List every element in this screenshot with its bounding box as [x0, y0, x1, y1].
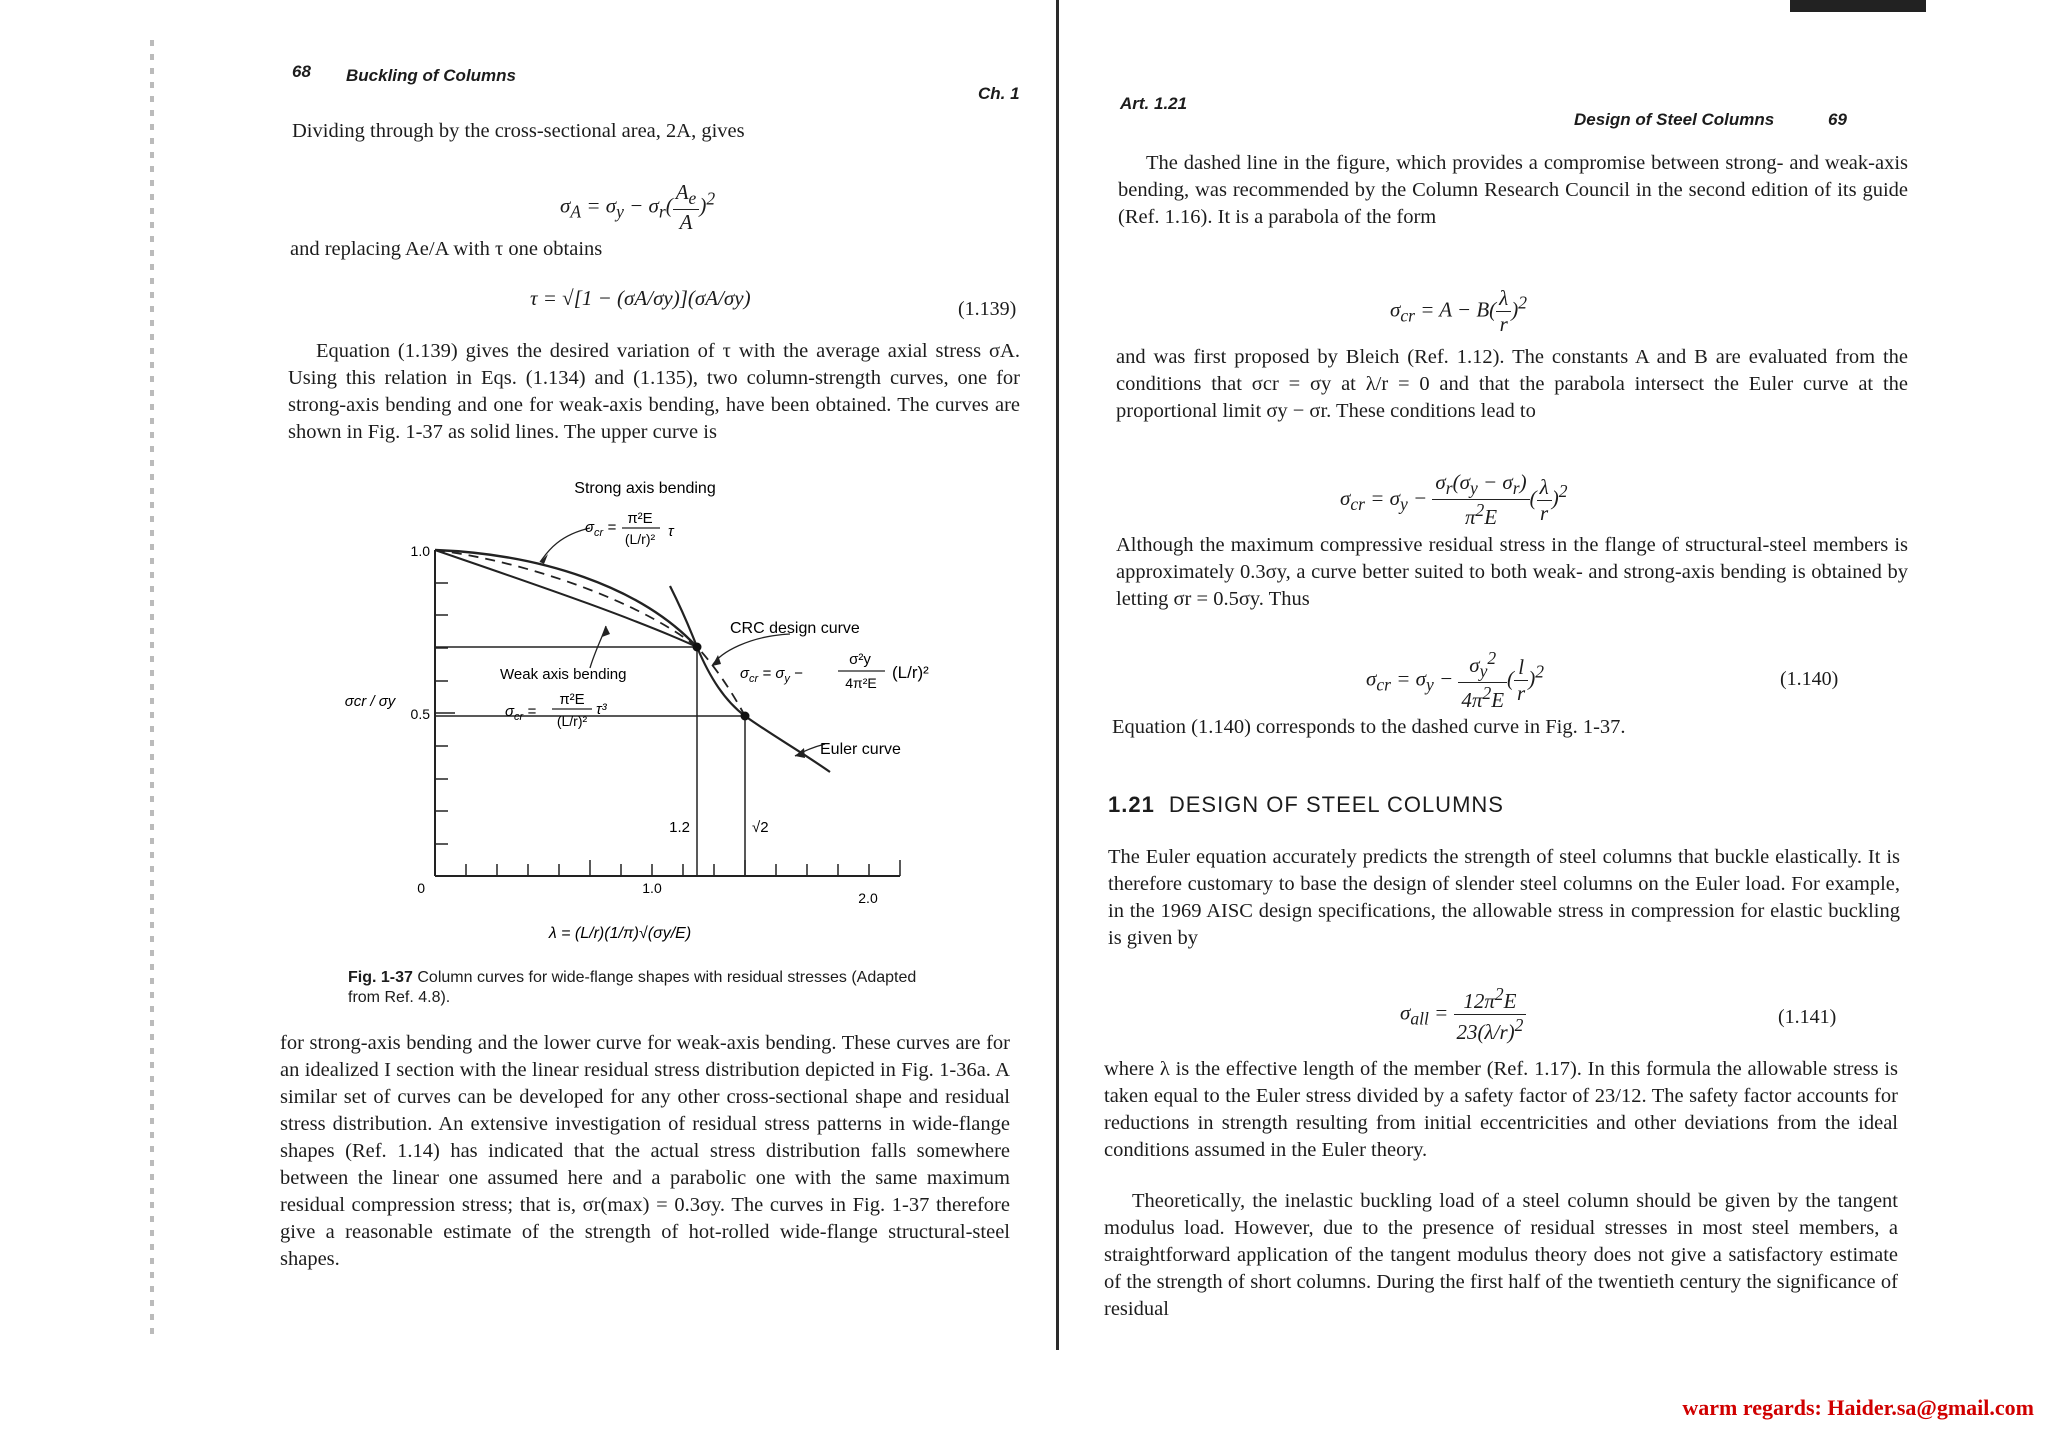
tick-x-1: 1.0 [642, 880, 662, 896]
figure-caption [348, 968, 948, 1008]
svg-text:σcr =: $\sigma_{cr}$ = [505, 703, 537, 723]
svg-text:σcr =: $\sigma_{cr}$ = [585, 519, 617, 539]
tangent-point-sqrt2 [741, 712, 750, 721]
leader-strong [540, 528, 590, 562]
tangent-point-12 [693, 643, 702, 652]
leader-crc [712, 634, 790, 666]
section-title: DESIGN OF STEEL COLUMNS [1168, 792, 1504, 817]
figure-1-37-chart [340, 466, 980, 946]
right-paragraph-1: The dashed line in the figure, which provides a compromise between strong- and weak-axis bending, was recommended by the Column Research Council in the second edition of its guide (Ref. 1.16). It is a parabola of the form [1118, 152, 1908, 228]
svg-text:4π²E: 4π²E [845, 675, 877, 691]
label-crc-design-curve: CRC design curve [730, 620, 860, 637]
tick-x-2: 2.0 [858, 890, 878, 906]
svg-text:(L/r)²: (L/r)² [892, 663, 929, 682]
svg-text:(L/r)²: (L/r)² [624, 531, 656, 547]
tick-y-1: 1.0 [410, 543, 430, 559]
equation-1140: $\sigma_{cr} = \sigma_y$ − $\frac{\sigma_y^2}{4\pi^2E}$ ( $\frac{l}{r}$ )$^2$ [1366, 648, 1544, 713]
caption-label: Fig. 1-37 [348, 969, 413, 986]
equation-crc-general: $\sigma_{cr} = \sigma_y$ − $\frac{\sigma_r(\sigma_y - \sigma_r)}{\pi^2E}$ ( $\frac{\lambda}{r}$ )$^2$ [1340, 470, 1568, 530]
left-page-number: 68 [292, 62, 311, 81]
svg-text:π²E: π²E [559, 691, 585, 708]
x-axis-label: λ = (L/r)(1/π)√(σy/E) [548, 925, 692, 942]
left-paragraph-1: Equation (1.139) gives the desired variation of τ with the average axial stress σA. Using this relation in Eqs. (1.134) and (1.135), two column-strength curves, one for strong-axis bending and one for weak-axis bending, have been obtained. The curves are shown in Fig. 1-37 as solid lines. The upper curve is [288, 340, 1020, 443]
section-heading [1108, 792, 1504, 818]
y-ticks [435, 583, 455, 844]
right-running-title: Design of Steel Columns [1574, 110, 1775, 129]
right-page [1060, 0, 2048, 1447]
equation-parabola: $\sigma_{cr} = A - B$( $\frac{\lambda}{r}$ )$^2$ [1390, 286, 1528, 336]
equation-number-1141: (1.141) [1778, 1006, 1837, 1028]
svg-text:σ²y: σ²y [849, 651, 871, 668]
svg-text:τ³: τ³ [596, 701, 607, 718]
equation-number-1140: (1.140) [1780, 668, 1839, 690]
equation-number-1139: (1.139) [958, 298, 1017, 320]
label-strong-axis: Strong axis bending [574, 480, 716, 497]
mark-sqrt2: √2 [752, 819, 769, 836]
equation-sigma-a: $\sigma_A = \sigma_y - \sigma_r$( $\frac{A_e}{A}$ )$^2$ [560, 180, 716, 235]
left-running-title: Buckling of Columns [346, 66, 516, 85]
right-paragraph-3: Although the maximum compressive residual stress in the flange of structural-steel members is approximately 0.3σy, a curve better suited to both weak- and strong-axis bending is obtained by letting σr = 0.5σy. Thus [1116, 534, 1908, 610]
eq-a-lhs: σ [560, 193, 571, 218]
caption-text: Column curves for wide-flange shapes with residual stresses (Adapted from Ref. 4.8). [348, 969, 917, 1006]
right-paragraph-6: where λ is the effective length of the member (Ref. 1.17). In this formula the allowable stress is taken equal to the Euler stress divided by a safety factor of 23/12. The safety factor accounts for reductions in strength resulting from initial eccentricities and other deviations from the ideal conditions assumed in the Euler theory. [1104, 1058, 1898, 1161]
right-page-number: 69 [1828, 110, 1847, 129]
watermark-text: warm regards: Haider.sa@gmail.com [1682, 1395, 2034, 1420]
label-euler-curve: Euler curve [820, 741, 901, 758]
left-paragraph-2: for strong-axis bending and the lower curve for weak-axis bending. These curves are for an idealized I section with the linear residual stress distribution depicted in Fig. 1-36a. A similar set of curves can be developed for any other cross-sectional shape and residual stress distribution. An extensive investigation of residual stress patterns in wide-flange shapes (Ref. 1.14) has indicated that the actual stress distribution falls somewhere between the linear one assumed here and a parabolic one with the same maximum residual compression stress; that is, σr(max) = 0.3σy. The curves in Fig. 1-37 therefore give a reasonable estimate of the strength of hot-rolled wide-flange structural-steel shapes. [280, 1032, 1010, 1270]
left-chapter-label: Ch. 1 [978, 84, 1020, 103]
equation-tau: τ = √[1 − (σA/σy)](σA/σy) [530, 286, 751, 310]
section-number: 1.21 [1108, 792, 1155, 817]
svg-text:τ: τ [668, 523, 674, 540]
tick-origin: 0 [417, 880, 425, 896]
mark-12: 1.2 [669, 819, 690, 836]
svg-text:π²E: π²E [627, 510, 653, 527]
right-paragraph-5: The Euler equation accurately predicts the strength of steel columns that buckle elastically. It is therefore customary to base the design of slender steel columns on the Euler load. For example, in the 1969 AISC design specifications, the allowable stress in compression for elastic buckling is given by [1108, 846, 1900, 949]
right-paragraph-4: Equation (1.140) corresponds to the dashed curve in Fig. 1-37. [1112, 716, 1626, 738]
y-axis-label: σcr / σy [344, 693, 396, 710]
right-article-label: Art. 1.21 [1120, 94, 1188, 113]
tick-y-05: 0.5 [410, 706, 430, 722]
label-weak-axis: Weak axis bending [500, 666, 627, 683]
intro-text: Dividing through by the cross-sectional area, 2A, gives [292, 120, 745, 142]
svg-text:σcr = σy −: $\sigma_{cr} = \sigma_y$ − [740, 665, 803, 685]
weak-axis-curve [435, 550, 697, 647]
right-paragraph-7: Theoretically, the inelastic buckling load of a steel column should be given by the tangent modulus load. However, due to the presence of residual stresses in most steel members, a straightforward application of the tangent modulus theory does not give a satisfactory estimate of the strength of short columns. During the first half of the twentieth century the significance of residual [1104, 1190, 1898, 1320]
crc-design-curve [435, 550, 745, 716]
right-paragraph-2: and was first proposed by Bleich (Ref. 1.12). The constants A and B are evaluated from the conditions that σcr = σy at λ/r = 0 and that the parabola intersect the Euler curve at the proportional limit σy − σr. These conditions lead to [1116, 346, 1908, 422]
replace-text: and replacing Ae/A with τ one obtains [290, 238, 603, 260]
equation-1141: $\sigma_{all}$ = $\frac{12\pi^2E}{23(\lambda/r)^2}$ [1400, 984, 1526, 1045]
svg-text:(L/r)²: (L/r)² [556, 713, 588, 729]
x-ticks [466, 860, 900, 876]
